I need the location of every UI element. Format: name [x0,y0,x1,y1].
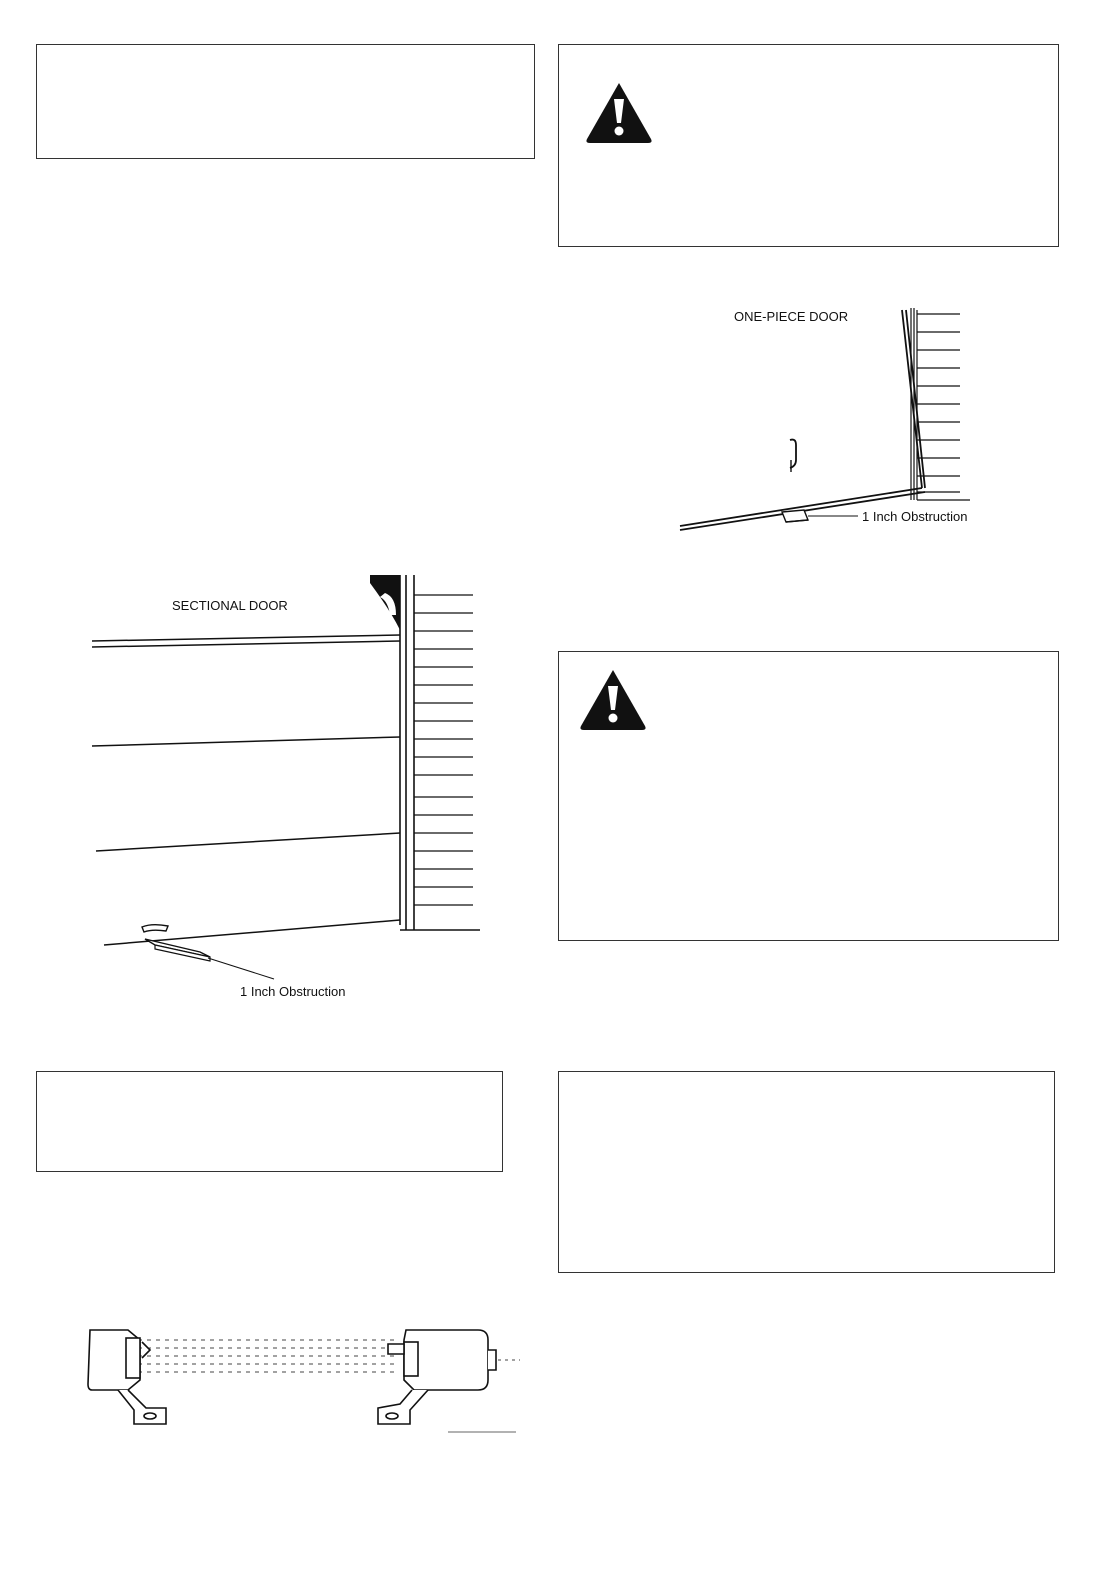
warning-triangle-icon [583,79,655,145]
obstruction-block [145,939,210,961]
warning-box-top-right [558,44,1059,247]
one-piece-door-title: ONE-PIECE DOOR [734,309,849,324]
sectional-obstruction-label: 1 Inch Obstruction [240,984,346,999]
warning-box-middle-right [558,651,1059,941]
obstruction-block [782,510,808,522]
warning-triangle-icon [577,666,649,732]
left-sensor-icon [88,1330,166,1424]
right-sensor-icon [378,1330,496,1424]
one-piece-door-figure [680,300,1020,550]
notice-box-top-left [36,44,535,159]
sectional-door-title: SECTIONAL DOOR [172,598,288,613]
notice-box-bottom-left [36,1071,503,1172]
sectional-door-figure [90,575,490,1015]
safety-sensors-figure [88,1320,528,1450]
notice-box-bottom-right [558,1071,1055,1273]
one-piece-obstruction-label: 1 Inch Obstruction [862,509,968,524]
